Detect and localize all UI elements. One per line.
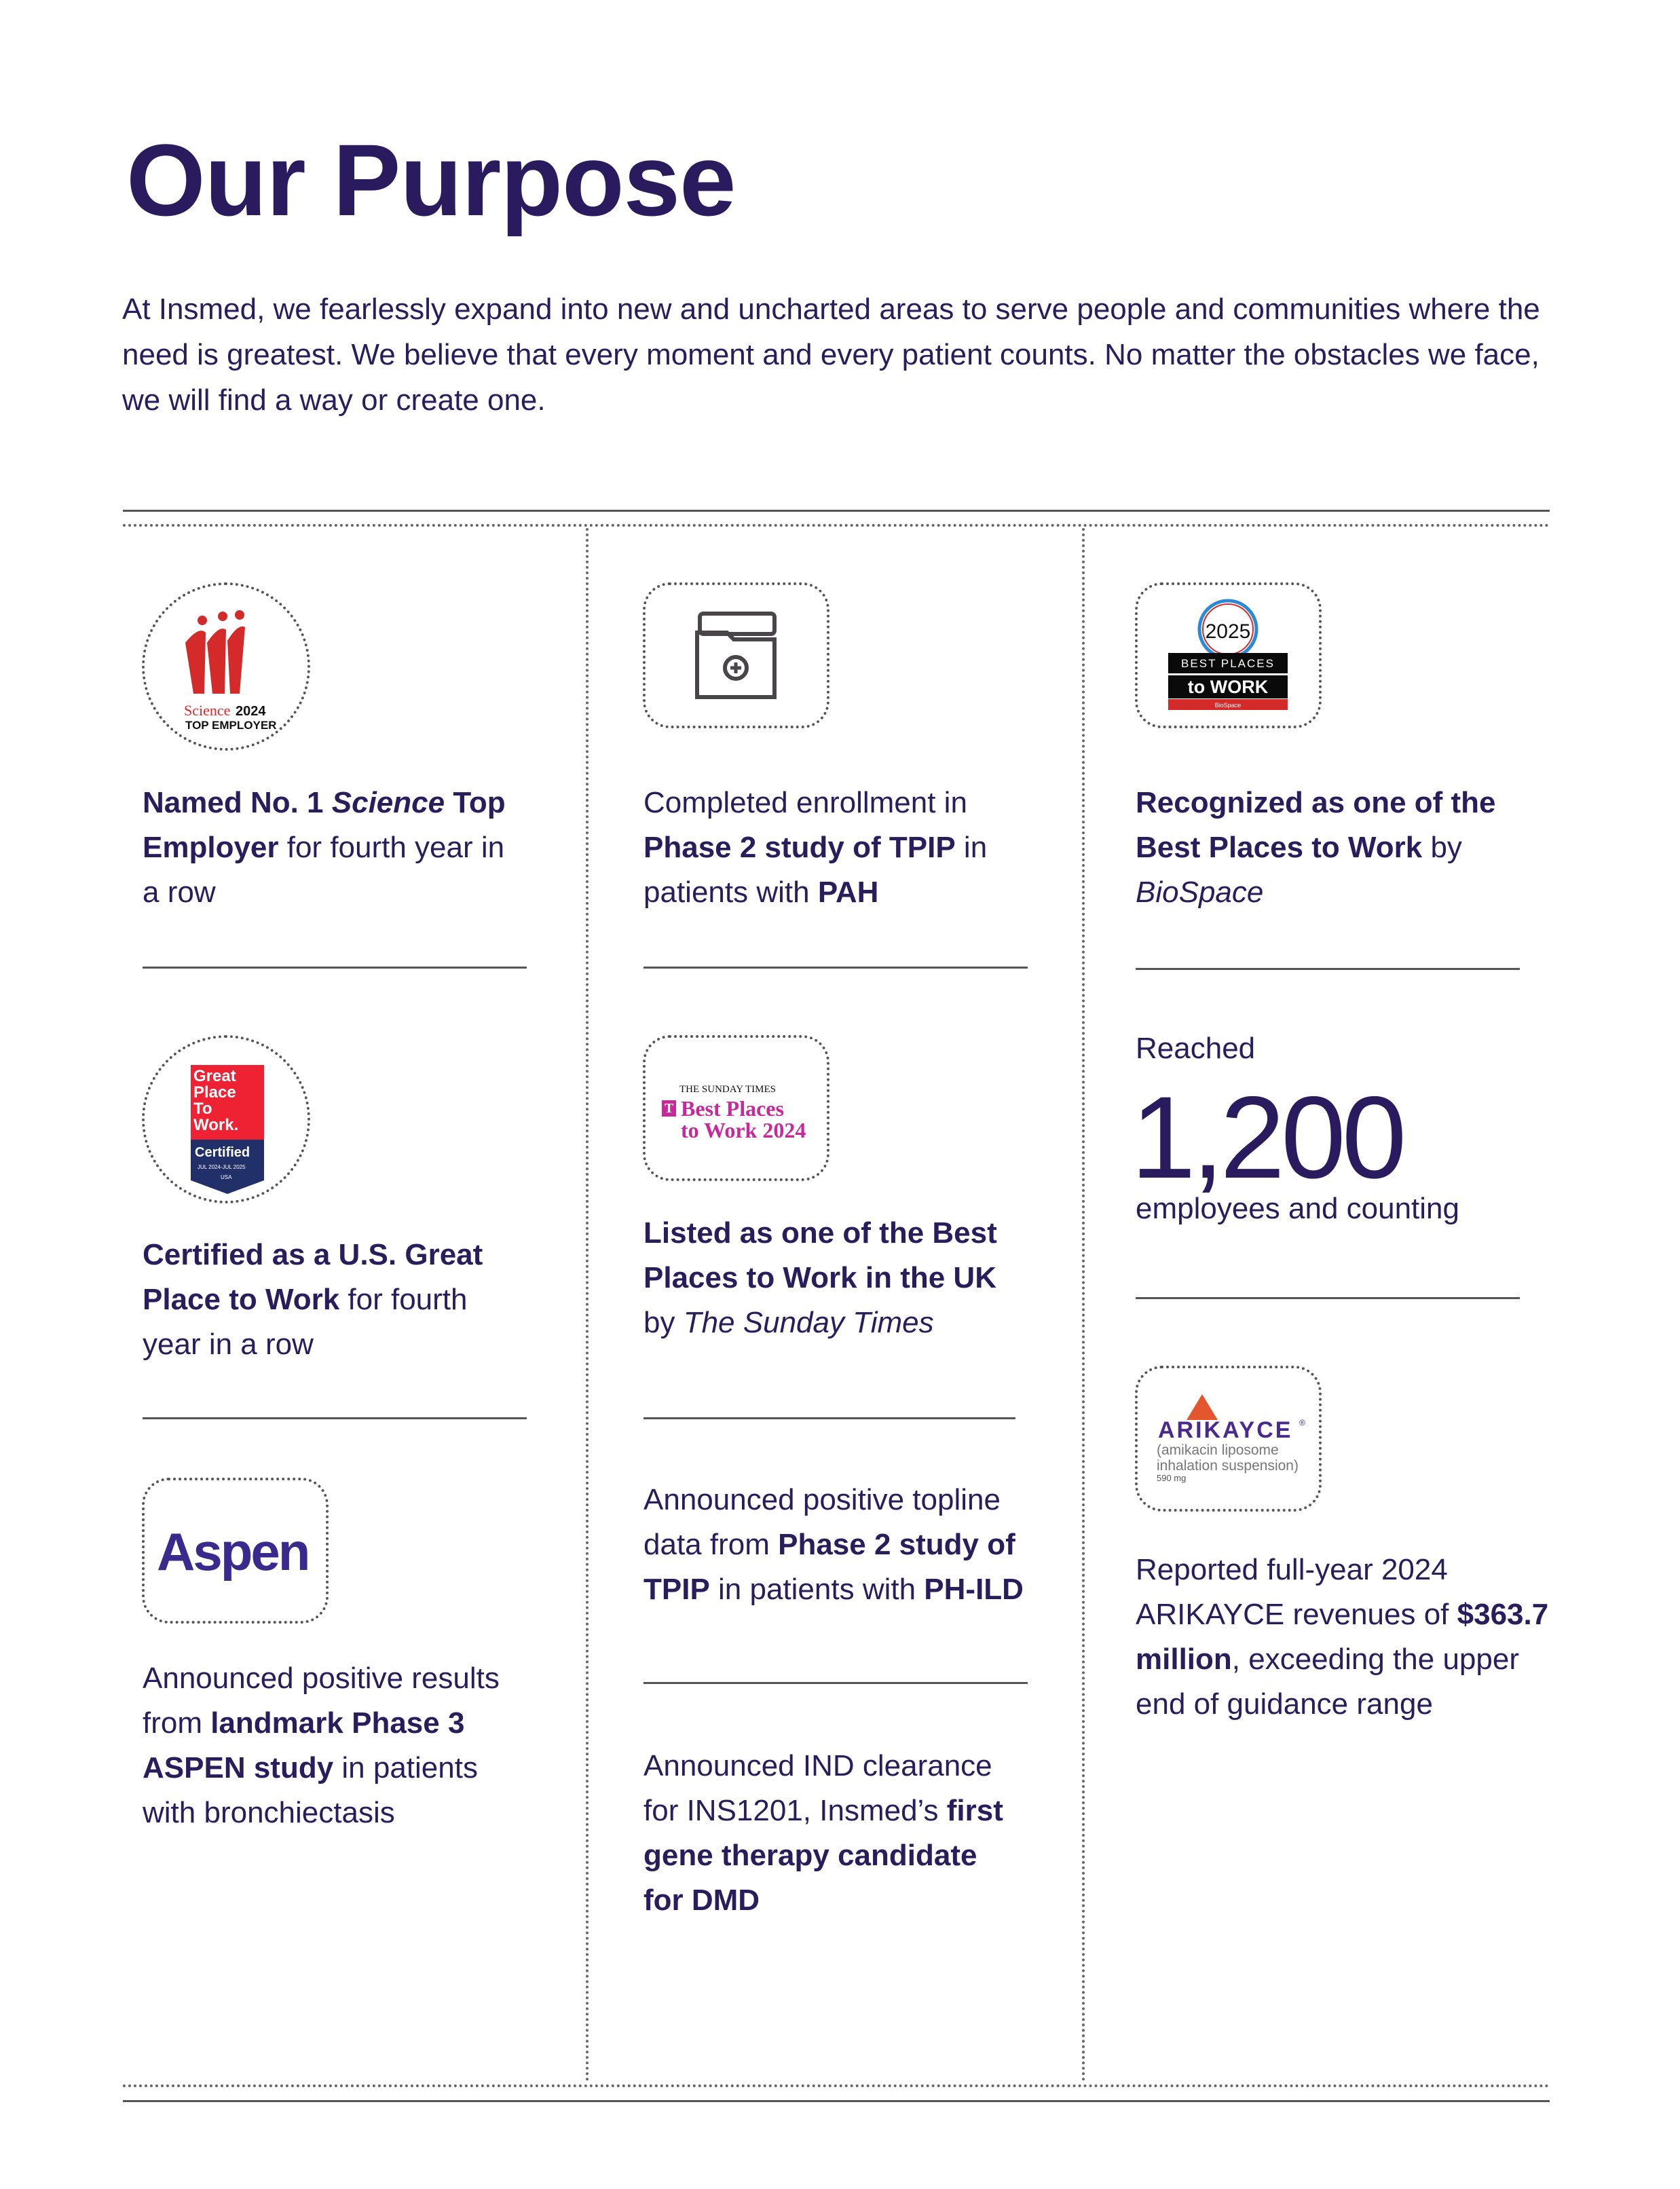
svg-text:USA: USA bbox=[221, 1174, 232, 1180]
divider bbox=[1136, 968, 1520, 970]
sunday-times-line2: to Work 2024 bbox=[681, 1118, 806, 1142]
svg-text:Work.: Work. bbox=[193, 1116, 239, 1134]
bottom-rule bbox=[123, 2100, 1550, 2102]
text-segment: PH-ILD bbox=[924, 1573, 1024, 1606]
text-segment: in patients with bronchiectasis bbox=[143, 1751, 478, 1829]
text-segment: Announced positive results from bbox=[143, 1662, 500, 1740]
text-segment: landmark Phase 3 ASPEN study bbox=[143, 1706, 465, 1784]
text-segment: for fourth year in a row bbox=[143, 1283, 468, 1361]
svg-text:ARIKAYCE: ARIKAYCE bbox=[1158, 1417, 1293, 1443]
divider bbox=[1136, 1297, 1520, 1299]
item-sunday-times bbox=[643, 1211, 1024, 1345]
text-segment: BioSpace bbox=[1136, 876, 1264, 909]
sunday-times-line1: Best Places bbox=[681, 1096, 784, 1121]
svg-text:to WORK: to WORK bbox=[1187, 677, 1269, 697]
employees-reached-label: Reached bbox=[1136, 1032, 1256, 1065]
item-great-place-to-work bbox=[143, 1233, 523, 1367]
aspen-wordmark: Aspen bbox=[157, 1522, 309, 1582]
item-tpip-ph-ild bbox=[643, 1478, 1024, 1612]
bottom-dotted-rule bbox=[123, 2084, 1550, 2087]
sunday-times-masthead: THE SUNDAY TIMES bbox=[679, 1084, 776, 1095]
text-segment: The Sunday Times bbox=[683, 1306, 934, 1339]
sunday-times-badge: T bbox=[662, 1100, 676, 1117]
svg-text:TOP EMPLOYER: TOP EMPLOYER bbox=[185, 719, 277, 732]
text-segment: Announced positive topline data from bbox=[643, 1483, 1001, 1561]
text-segment: Reported full-year 2024 ARIKAYCE revenues of bbox=[1136, 1553, 1457, 1631]
text-segment: in patients with bbox=[643, 831, 988, 909]
divider bbox=[643, 1682, 1028, 1684]
svg-text:BEST PLACES: BEST PLACES bbox=[1181, 657, 1275, 670]
top-rule bbox=[123, 510, 1550, 512]
text-segment: by bbox=[1422, 831, 1462, 864]
aspen-logo bbox=[142, 1478, 329, 1624]
svg-text:inhalation suspension): inhalation suspension) bbox=[1157, 1458, 1299, 1474]
text-segment: Top Employer bbox=[143, 786, 506, 864]
science-top-employer-logo bbox=[142, 582, 310, 751]
item-arikayce-revenue bbox=[1136, 1548, 1570, 1727]
item-tpip-pah bbox=[643, 781, 1024, 915]
biospace-best-places-logo bbox=[1135, 582, 1322, 728]
folder-logo-box bbox=[643, 582, 829, 728]
intro-paragraph: At Insmed, we fearlessly expand into new and uncharted areas to serve people and communities where the need is greatest. We believe that every moment and every patient counts. No matter the obstacles we face, we will find a way or create one. bbox=[122, 293, 1540, 417]
text-segment: Named No. 1 bbox=[143, 786, 332, 819]
text-segment: Completed enrollment in bbox=[643, 786, 967, 819]
text-segment: Recognized as one of the Best Places to Work bbox=[1136, 786, 1496, 864]
text-segment: by bbox=[643, 1306, 684, 1339]
page-title: Our Purpose bbox=[126, 123, 736, 237]
divider bbox=[643, 967, 1028, 969]
text-segment: $363.7 million bbox=[1136, 1598, 1549, 1676]
text-segment: , exceeding the upper end of guidance range bbox=[1136, 1643, 1519, 1721]
svg-text:Certified: Certified bbox=[195, 1145, 250, 1160]
column-separator-2 bbox=[1082, 528, 1085, 2082]
medical-folder-icon bbox=[646, 585, 827, 726]
text-segment: Science bbox=[331, 786, 445, 819]
employee-count: 1,200 bbox=[1131, 1072, 1403, 1203]
item-ind-clearance bbox=[643, 1744, 1024, 1923]
svg-text:2024: 2024 bbox=[236, 704, 266, 719]
divider bbox=[143, 1417, 527, 1419]
svg-text:BioSpace: BioSpace bbox=[1214, 702, 1242, 709]
employees-counting-label: employees and counting bbox=[1136, 1192, 1459, 1225]
text-segment: for fourth year in a row bbox=[143, 831, 505, 909]
text-segment: in patients with bbox=[709, 1573, 925, 1606]
great-place-to-work-logo bbox=[142, 1035, 310, 1203]
text-segment: PAH bbox=[817, 876, 879, 909]
text-segment: first gene therapy candidate for DMD bbox=[643, 1794, 1003, 1917]
top-dotted-rule bbox=[123, 524, 1550, 527]
divider bbox=[643, 1417, 1015, 1419]
text-segment: Certified as a U.S. Great Place to Work bbox=[143, 1238, 483, 1316]
svg-text:JUL 2024-JUL 2025: JUL 2024-JUL 2025 bbox=[198, 1164, 246, 1170]
svg-text:®: ® bbox=[1299, 1418, 1305, 1427]
item-biospace bbox=[1136, 781, 1516, 915]
item-aspen-study bbox=[143, 1656, 523, 1835]
svg-text:Science: Science bbox=[184, 702, 231, 719]
item-science-top-employer bbox=[143, 781, 523, 915]
text-segment: Phase 2 study of TPIP bbox=[643, 831, 956, 864]
svg-text:To: To bbox=[193, 1100, 212, 1118]
svg-text:590 mg: 590 mg bbox=[1157, 1473, 1187, 1483]
svg-text:2025: 2025 bbox=[1205, 620, 1251, 643]
svg-text:Place: Place bbox=[193, 1083, 236, 1102]
divider bbox=[143, 967, 527, 969]
sunday-times-logo bbox=[643, 1035, 829, 1181]
column-separator-1 bbox=[586, 528, 589, 2082]
svg-text:Great: Great bbox=[193, 1067, 236, 1085]
text-segment: Announced IND clearance for INS1201, Insmed’s bbox=[643, 1749, 992, 1827]
text-segment: Phase 2 study of TPIP bbox=[643, 1528, 1015, 1606]
arikayce-logo bbox=[1135, 1366, 1322, 1512]
text-segment: Listed as one of the Best Places to Work in the UK bbox=[643, 1216, 997, 1294]
svg-text:(amikacin liposome: (amikacin liposome bbox=[1157, 1442, 1279, 1458]
